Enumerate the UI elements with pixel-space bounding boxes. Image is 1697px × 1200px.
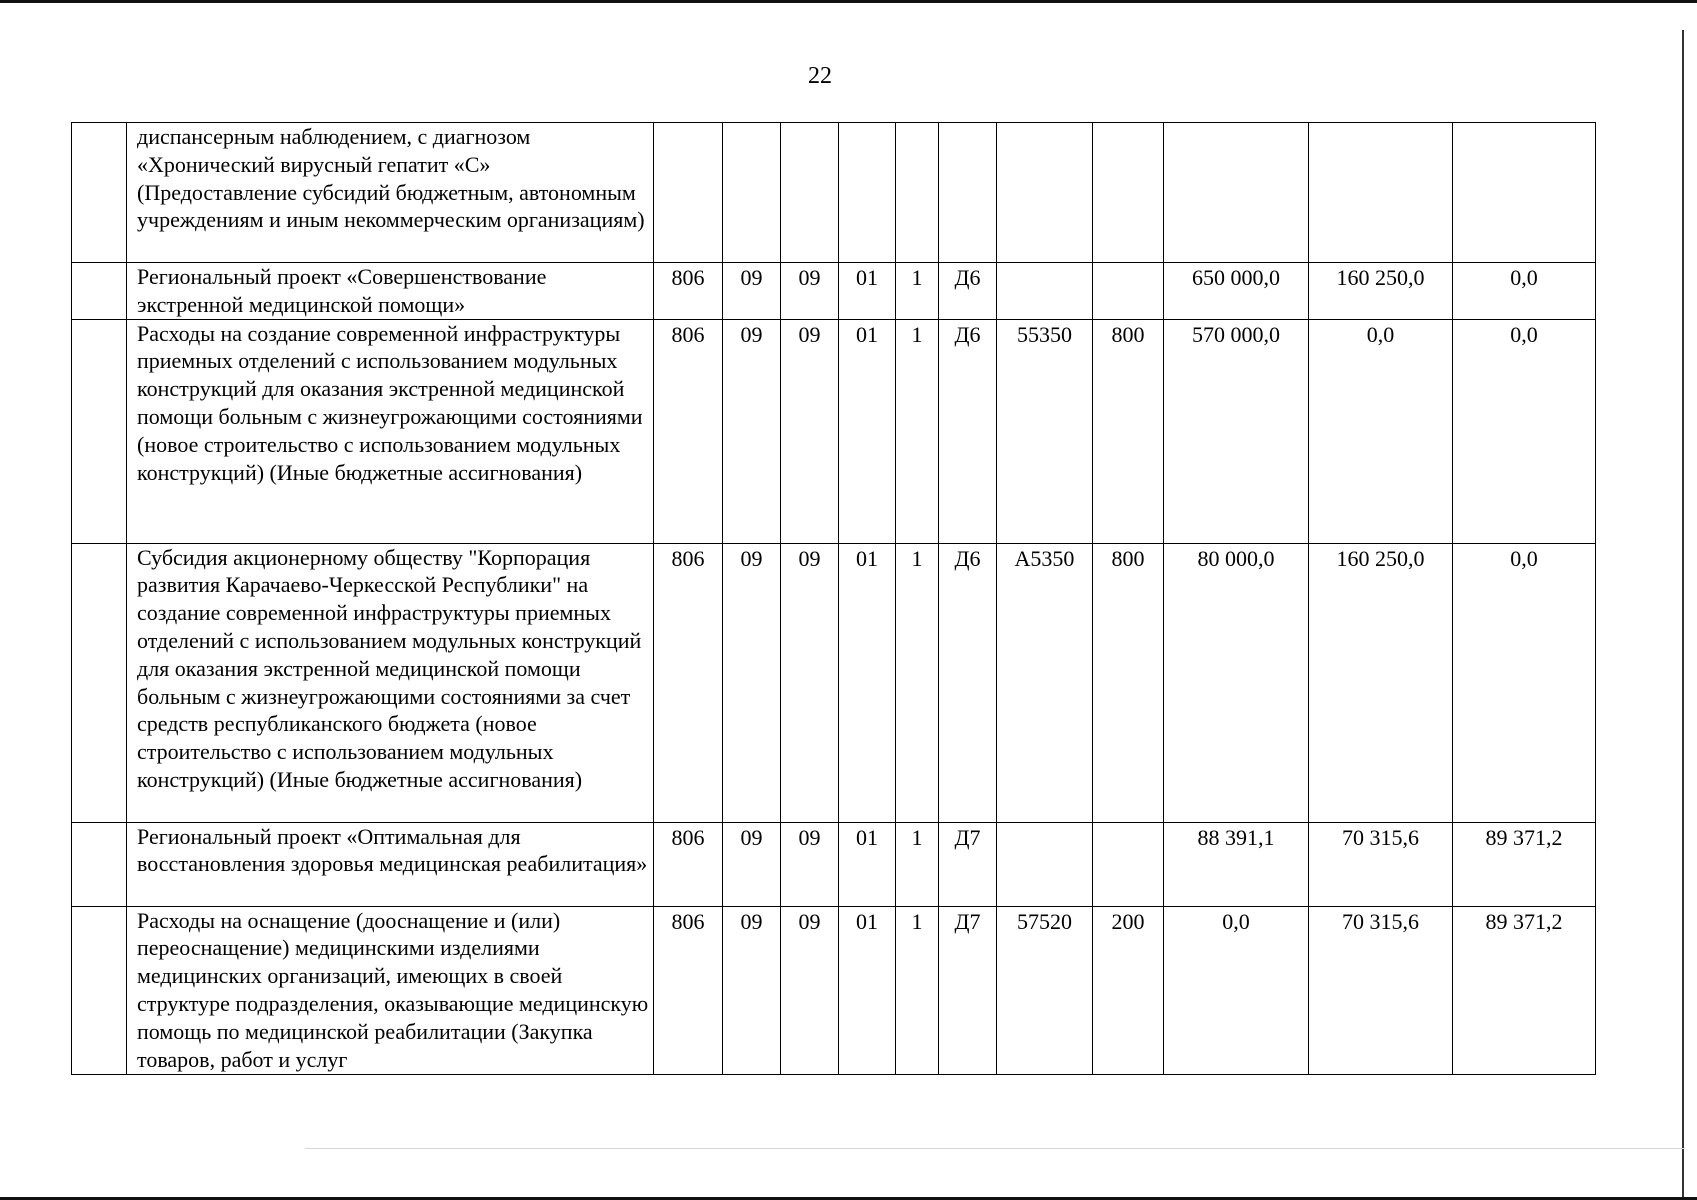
amount-year1-cell: 88 391,1: [1164, 822, 1309, 906]
code-cs3-cell: Д6: [939, 543, 997, 822]
code-gr-cell: [654, 123, 723, 263]
amount-year2-cell: 0,0: [1309, 319, 1453, 543]
code-cs3-cell: Д6: [939, 263, 997, 320]
budget-table: [71, 122, 1596, 1075]
amount-year3-cell: 89 371,2: [1453, 906, 1596, 1074]
row-index-cell: [72, 543, 127, 822]
amount-year1-cell: 80 000,0: [1164, 543, 1309, 822]
code-gr-cell: 806: [654, 263, 723, 320]
row-name-cell: Региональный проект «Совершенствование экстренной медицинской помощи»: [127, 263, 654, 320]
amount-year2-cell: 160 250,0: [1309, 263, 1453, 320]
code-cs2-cell: 1: [896, 822, 939, 906]
code-rz-cell: [723, 123, 781, 263]
code-vr-cell: 200: [1093, 906, 1164, 1074]
row-index-cell: [72, 906, 127, 1074]
code-vr-cell: [1093, 123, 1164, 263]
code-cs1-cell: [839, 123, 896, 263]
code-cs2-cell: 1: [896, 543, 939, 822]
code-cs1-cell: 01: [839, 822, 896, 906]
amount-year3-cell: 0,0: [1453, 543, 1596, 822]
row-name-cell: Расходы на оснащение (дооснащение и (или) переоснащение) медицинскими изделиями медицинских организаций, имеющих в своей структуре подразделения, оказывающие медицинскую помощь по медицинской реабилитации (Закупка товаров, работ и услуг: [127, 906, 654, 1074]
amount-year1-cell: 570 000,0: [1164, 319, 1309, 543]
amount-year2-cell: 70 315,6: [1309, 822, 1453, 906]
code-cs1-cell: 01: [839, 543, 896, 822]
row-index-cell: [72, 319, 127, 543]
row-name-cell: Расходы на создание современной инфраструктуры приемных отделений с использованием модульных конструкций для оказания экстренной медицинской помощи больным с жизнеугрожающими состояниями (новое строительство с использованием модульных конструкций) (Иные бюджетные ассигнования): [127, 319, 654, 543]
code-rz-cell: 09: [723, 822, 781, 906]
code-gr-cell: 806: [654, 319, 723, 543]
code-gr-cell: 806: [654, 906, 723, 1074]
row-index-cell: [72, 822, 127, 906]
code-gr-cell: 806: [654, 822, 723, 906]
amount-year3-cell: 89 371,2: [1453, 822, 1596, 906]
amount-year1-cell: 650 000,0: [1164, 263, 1309, 320]
amount-year3-cell: 0,0: [1453, 263, 1596, 320]
table-row: [72, 319, 1596, 543]
code-pr-cell: 09: [781, 319, 839, 543]
code-cs4-cell: А5350: [997, 543, 1093, 822]
code-pr-cell: 09: [781, 822, 839, 906]
code-vr-cell: [1093, 822, 1164, 906]
amount-year3-cell: 0,0: [1453, 319, 1596, 543]
code-cs4-cell: [997, 263, 1093, 320]
code-rz-cell: 09: [723, 543, 781, 822]
code-cs4-cell: [997, 123, 1093, 263]
amount-year1-cell: 0,0: [1164, 906, 1309, 1074]
table-row: [72, 543, 1596, 822]
top-scan-border: [0, 0, 1697, 3]
table-row: [72, 906, 1596, 1074]
code-rz-cell: 09: [723, 263, 781, 320]
code-pr-cell: 09: [781, 906, 839, 1074]
code-pr-cell: [781, 123, 839, 263]
code-cs4-cell: [997, 822, 1093, 906]
code-cs3-cell: Д7: [939, 906, 997, 1074]
row-name-cell: Региональный проект «Оптимальная для восстановления здоровья медицинская реабилитация»: [127, 822, 654, 906]
code-cs1-cell: 01: [839, 906, 896, 1074]
row-index-cell: [72, 263, 127, 320]
code-cs3-cell: Д6: [939, 319, 997, 543]
table-row: [72, 822, 1596, 906]
code-rz-cell: 09: [723, 319, 781, 543]
code-cs3-cell: [939, 123, 997, 263]
code-rz-cell: 09: [723, 906, 781, 1074]
code-cs2-cell: 1: [896, 263, 939, 320]
amount-year3-cell: [1453, 123, 1596, 263]
amount-year2-cell: [1309, 123, 1453, 263]
faint-scan-line: [305, 1148, 1685, 1149]
page-number: 22: [808, 63, 832, 89]
table-row: [72, 263, 1596, 320]
code-cs2-cell: 1: [896, 906, 939, 1074]
amount-year2-cell: 70 315,6: [1309, 906, 1453, 1074]
code-pr-cell: 09: [781, 543, 839, 822]
code-cs2-cell: 1: [896, 319, 939, 543]
amount-year2-cell: 160 250,0: [1309, 543, 1453, 822]
code-vr-cell: [1093, 263, 1164, 320]
row-name-cell: диспансерным наблюдением, с диагнозом «Хронический вирусный гепатит «С» (Предоставление субсидий бюджетным, автономным учреждениям и иным некоммерческим организациям): [127, 123, 654, 263]
row-name-cell: Субсидия акционерному обществу "Корпорация развития Карачаево-Черкесской Республики" на создание современной инфраструктуры приемных отделений с использованием модульных конструкций для оказания экстренной медицинской помощи больным с жизнеугрожающими состояниями за счет средств республиканского бюджета (новое строительство с использованием модульных конструкций) (Иные бюджетные ассигнования): [127, 543, 654, 822]
code-cs2-cell: [896, 123, 939, 263]
code-cs4-cell: 55350: [997, 319, 1093, 543]
code-pr-cell: 09: [781, 263, 839, 320]
code-cs1-cell: 01: [839, 319, 896, 543]
row-index-cell: [72, 123, 127, 263]
code-gr-cell: 806: [654, 543, 723, 822]
right-scan-border: [1682, 30, 1684, 1200]
code-cs1-cell: 01: [839, 263, 896, 320]
code-vr-cell: 800: [1093, 543, 1164, 822]
code-cs4-cell: 57520: [997, 906, 1093, 1074]
code-cs3-cell: Д7: [939, 822, 997, 906]
amount-year1-cell: [1164, 123, 1309, 263]
table-row: [72, 123, 1596, 263]
code-vr-cell: 800: [1093, 319, 1164, 543]
